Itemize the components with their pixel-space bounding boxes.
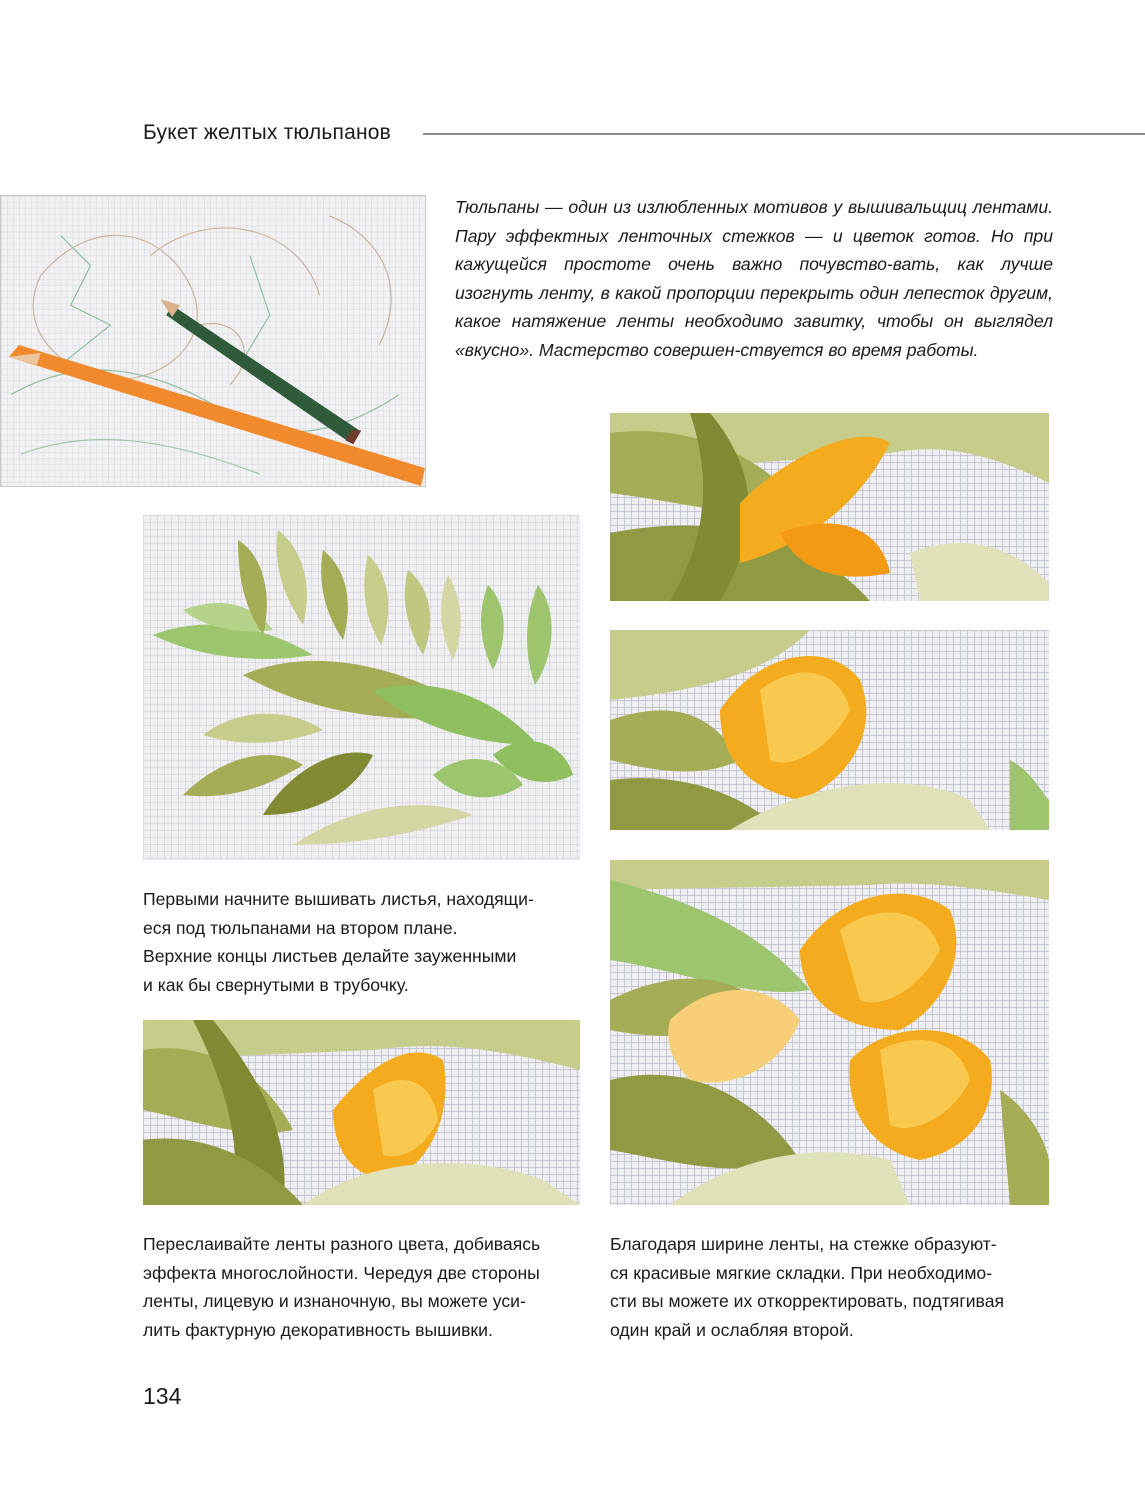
caption-line: ся красивые мягкие складки. При необходимо-	[610, 1262, 993, 1283]
caption-folds	[610, 1230, 1049, 1344]
caption-line: эффекта многослойности. Чередуя две стороны	[143, 1262, 540, 1283]
tulip-step-3-photo	[143, 1020, 580, 1205]
sketch-with-pencils-photo	[0, 195, 426, 487]
caption-leaves	[143, 885, 580, 999]
tulip-step-1-photo	[610, 413, 1049, 601]
caption-line: один край и ослабляя второй.	[610, 1319, 854, 1340]
caption-layering	[143, 1230, 580, 1344]
caption-line: Переслаивайте ленты разного цвета, добиваясь	[143, 1234, 541, 1254]
caption-line: ленты, лицевую и изнаночную, вы можете уси-	[143, 1291, 526, 1311]
caption-line: и как бы свернутыми в трубочку.	[143, 974, 409, 995]
tulip-step-2-photo	[610, 630, 1049, 830]
caption-line: сти вы можете их откорректировать, подтягивая	[610, 1291, 1005, 1311]
caption-line: Благодаря ширине ленты, на стежке образуют-	[610, 1234, 997, 1254]
caption-line: еся под тюльпанами на втором плане.	[143, 917, 458, 938]
caption-line: лить фактурную декоративность вышивки.	[143, 1319, 493, 1340]
tulip-step-4-photo	[610, 860, 1049, 1205]
caption-line: Первыми начните вышивать листья, находящи-	[143, 889, 534, 909]
header-divider	[423, 133, 1145, 135]
intro-paragraph: Тюльпаны — один из излюбленных мотивов у вышивальщиц лентами. Пару эффектных ленточных стежков — и цветок готов. Но при кажущейся простоте очень важно почувство-вать, как лучше изогнуть ленту, в какой пропорции перекрыть один лепесток другим, какое натяжение ленты необходимо завитку, чтобы он выглядел «вкусно». Мастерство совершен-ствуется во время работы.	[455, 197, 1053, 360]
section-title: Букет желтых тюльпанов	[143, 121, 391, 144]
caption-line: Верхние концы листьев делайте зауженными	[143, 946, 517, 966]
page-number: 134	[143, 1383, 182, 1409]
embroidered-leaves-photo	[143, 515, 580, 860]
